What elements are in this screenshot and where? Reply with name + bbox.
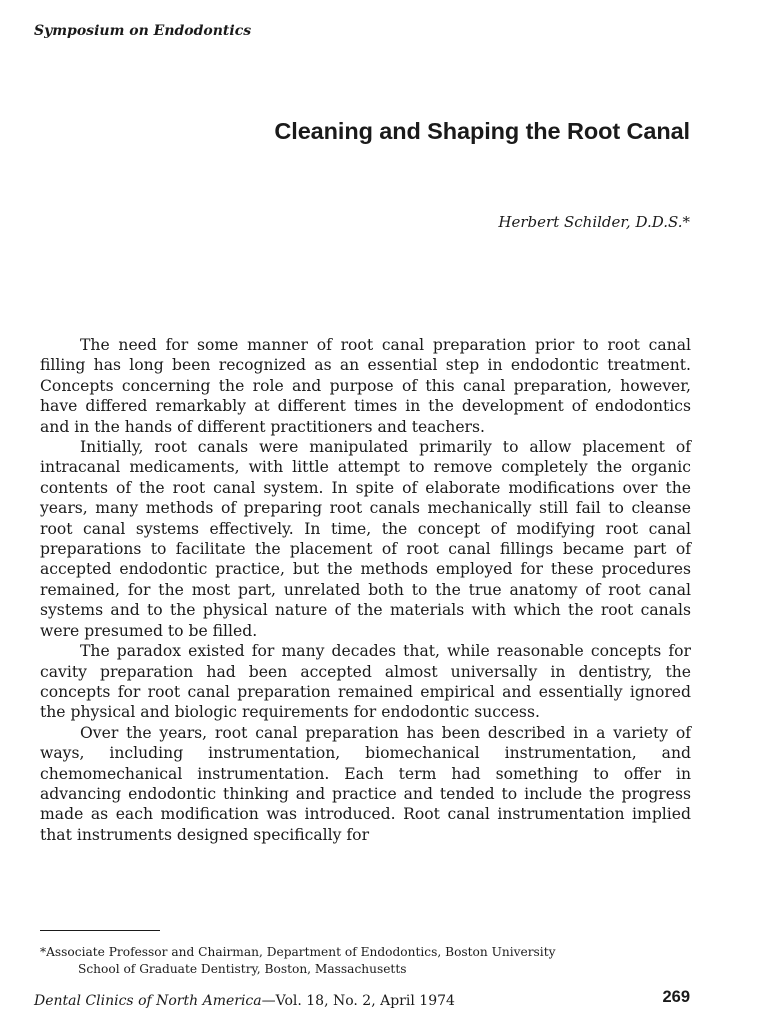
paragraph: Initially, root canals were manipulated primarily to allow placement of intracanal medicaments, with little attempt to remove completely the organic contents of the root canal system. In spite of elaborate modifications over the years, many methods of preparing root canals mechanically still fail to cleanse root canal systems effectively. In time, the concept of modifying root canal preparations to facilitate the placement of root canal fillings became part of accepted endodontic practice, but the methods employed for these procedures remained, for the most part, unrelated both to the true anatomy of root canal systems and to the physical nature of the materials with which the root canals were presumed to be filled.	[40, 438, 691, 640]
paragraph: The paradox existed for many decades that, while reasonable concepts for cavity preparation had been accepted almost universally in dentistry, the concepts for root canal preparation remained empirical and essentially ignored the physical and biologic requirements for endodontic success.	[40, 642, 691, 722]
footnote	[40, 944, 691, 977]
article-author: Herbert Schilder, D.D.S.*	[498, 213, 690, 231]
paragraph: The need for some manner of root canal preparation prior to root canal filling has long been recognized as an essential step in endodontic treatment. Concepts concerning the role and purpose of this canal preparation, however, have differed remarkably at different times in the development of endodontics and in the hands of different practitioners and teachers.	[40, 336, 691, 436]
running-head: Symposium on Endodontics	[34, 23, 252, 39]
article-body	[40, 335, 691, 845]
page-footer	[34, 990, 690, 1009]
paragraph: Over the years, root canal preparation has been described in a variety of ways, including instrumentation, biomechanical instrumentation, and chemomechanical instrumentation. Each term had something to offer in advancing endodontic thinking and practice and tended to include the progress made as each modification was introduced. Root canal instrumentation implied that instruments designed specifically for	[40, 723, 691, 844]
journal-volume: —Vol. 18, No. 2, April 1974	[261, 993, 455, 1009]
journal-citation	[34, 993, 455, 1009]
page-number: 269	[662, 988, 690, 1006]
footnote-line: School of Graduate Dentistry, Boston, Massachusetts	[78, 961, 407, 976]
footnote-line: *Associate Professor and Chairman, Department of Endodontics, Boston University	[40, 945, 556, 959]
journal-name: Dental Clinics of North America	[34, 993, 262, 1009]
article-title: Cleaning and Shaping the Root Canal	[274, 118, 690, 144]
footnote-rule	[40, 930, 160, 931]
